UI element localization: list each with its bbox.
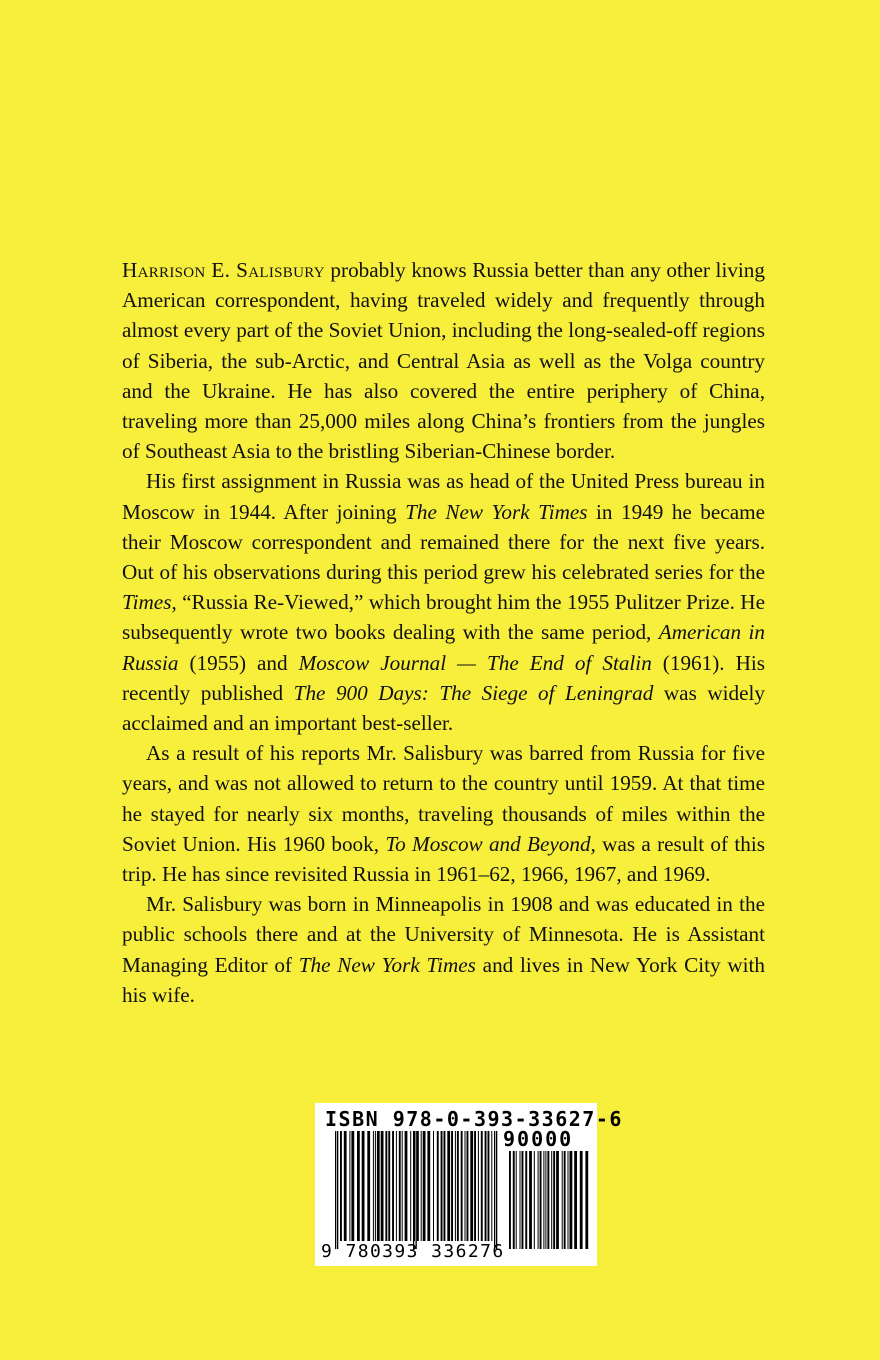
barcode-bar [585, 1151, 588, 1249]
bio-paragraph-4 [122, 889, 765, 1010]
barcode-bar [488, 1131, 490, 1241]
p2-title-times: Times [122, 590, 172, 615]
barcode-bar [402, 1131, 403, 1241]
barcode-bar [553, 1151, 555, 1249]
barcode-bar [562, 1151, 563, 1249]
bio-paragraph-1-text: probably knows Russia better than any other living American correspondent, having traveled widely and frequently through almost every part of the Soviet Union, including the long-sealed-off regions of Siberia, the sub-Arctic, and Central Asia as well as the Volga country and the Ukraine. He has also covered the entire periphery of China, traveling more than 25,000 miles along China’s frontiers from the jungles of Southeast Asia to the bristling Siberian-Chinese border. [122, 258, 765, 464]
barcode-center-guard [416, 1131, 417, 1249]
barcode-bar [520, 1151, 521, 1249]
barcode-bar [491, 1131, 492, 1241]
barcode-bar [427, 1131, 430, 1241]
barcode-bar [344, 1131, 347, 1241]
barcode-bar [547, 1151, 549, 1249]
barcode-bar [556, 1151, 559, 1249]
barcode-bar [444, 1131, 446, 1241]
barcode-bar [551, 1151, 552, 1249]
barcode-bar [340, 1131, 342, 1241]
barcode-bar [461, 1131, 463, 1241]
isbn-label: ISBN 978-0-393-33627-6 [325, 1107, 623, 1131]
barcode-bar [423, 1131, 426, 1241]
p2-text-c: in 1949 he became their Moscow correspondent and remained there for the next five years. Out of his observations during this period grew his celebrated series for the [122, 499, 765, 585]
p4-title-nyt: The New York Times [298, 952, 476, 977]
p2-title-900-days: The 900 Days: The Siege of Leningrad [293, 680, 654, 705]
p2-title-american-in-russia: American in Russia [122, 620, 765, 675]
barcode-center-guard [413, 1131, 414, 1249]
barcode-bar [478, 1131, 479, 1241]
barcode-bar [522, 1151, 524, 1249]
p3-text-a: As a result of his reports Mr. Salisbury was barred from Russia for five years, and was not allowed to return to the country until 1959. At that time he stayed for nearly six months, traveling thousands of miles within the Soviet Union. His 1960 book, [122, 741, 765, 856]
isbn-barcode [315, 1103, 623, 1266]
barcode-bar [543, 1151, 544, 1249]
price-code: 90000 [503, 1127, 574, 1151]
barcode-bar [474, 1131, 476, 1241]
barcode-bar [399, 1131, 401, 1241]
barcode-bar [396, 1131, 397, 1241]
ean-digits: 9 780393 336276 [321, 1241, 505, 1262]
p2-text-e: , “Russia Re-Viewed,” which brought him the 1955 Pulitzer Prize. He subsequently wrote two books dealing with the same period, [122, 590, 765, 645]
barcode-bar [367, 1131, 370, 1241]
barcode-bar [457, 1131, 459, 1241]
barcode-bar [568, 1151, 569, 1249]
barcode-bar [513, 1151, 515, 1249]
barcode-bar [516, 1151, 517, 1249]
p2-text-g: (1955) and [178, 650, 299, 675]
barcode-bar [351, 1131, 354, 1241]
barcode-bar [385, 1131, 387, 1241]
barcode-bar [529, 1151, 532, 1249]
p2-text-i: (1961). His recently published [122, 650, 766, 705]
barcode-bar [451, 1131, 453, 1241]
barcode-bar [349, 1131, 350, 1241]
barcode-bar [447, 1131, 450, 1241]
barcode-bar [373, 1131, 374, 1241]
barcode-bar [357, 1131, 360, 1241]
barcode-guard-bar [496, 1131, 497, 1249]
bio-paragraph-1 [122, 255, 765, 466]
barcode-bar [534, 1151, 535, 1249]
barcode-bar [540, 1151, 542, 1249]
barcode-bar [375, 1131, 376, 1241]
p2-text-k: was widely acclaimed and an important best-seller. [122, 680, 765, 736]
barcode-bar [381, 1131, 384, 1241]
barcode-bar [538, 1151, 539, 1249]
barcode-bar [433, 1131, 434, 1241]
p2-title-moscow-journal: Moscow Journal — The End of Stalin [298, 650, 652, 675]
barcode-bar [437, 1131, 439, 1241]
barcode-bar [388, 1131, 390, 1241]
p3-title-to-moscow: To Moscow and Beyond, [385, 831, 596, 856]
barcode-bar [570, 1151, 573, 1249]
bio-paragraph-2 [122, 466, 765, 738]
barcode-guard-bar [335, 1131, 336, 1249]
barcode-bar [509, 1151, 511, 1249]
barcode-bar [392, 1131, 394, 1241]
p4-text-a: Mr. Salisbury was born in Minneapolis in 1908 and was educated in the public schools there and at the University of Minnesota. He is Assistant Managing Editor of [122, 892, 765, 977]
barcode-guard-bar [337, 1131, 338, 1249]
barcode-bar [470, 1131, 473, 1241]
p2-text-a: His first assignment in Russia was as head of the United Press bureau in Moscow in 1944. After joining [122, 469, 765, 524]
barcode-bar [564, 1151, 566, 1249]
barcode-bar [467, 1131, 469, 1241]
barcode-bar [481, 1131, 483, 1241]
barcode-bar [441, 1131, 443, 1241]
barcode-guard-bar [494, 1131, 495, 1249]
barcode-bar [574, 1151, 577, 1249]
barcode-bar [455, 1131, 456, 1241]
barcode-bar [377, 1131, 380, 1241]
author-bio [122, 255, 765, 1010]
barcode-bar [545, 1151, 546, 1249]
barcode-bar [421, 1131, 422, 1241]
barcode-bar [417, 1131, 419, 1241]
barcode-bar [405, 1131, 408, 1241]
barcode-bar [410, 1131, 411, 1241]
p4-text-c: and lives in New York City with his wife. [122, 952, 765, 1007]
bio-paragraph-3 [122, 738, 765, 889]
barcode-bar [525, 1151, 527, 1249]
barcode-bar [465, 1131, 466, 1241]
barcode-bar [580, 1151, 583, 1249]
p2-title-nyt: The New York Times [405, 499, 588, 524]
author-name: Harrison E. Salisbury [122, 258, 325, 282]
p3-text-c: was a result of this trip. He has since revisited Russia in 1961–62, 1966, 1967, and 1969. [122, 831, 765, 887]
barcode-bar [362, 1131, 365, 1241]
barcode-bar [485, 1131, 487, 1241]
